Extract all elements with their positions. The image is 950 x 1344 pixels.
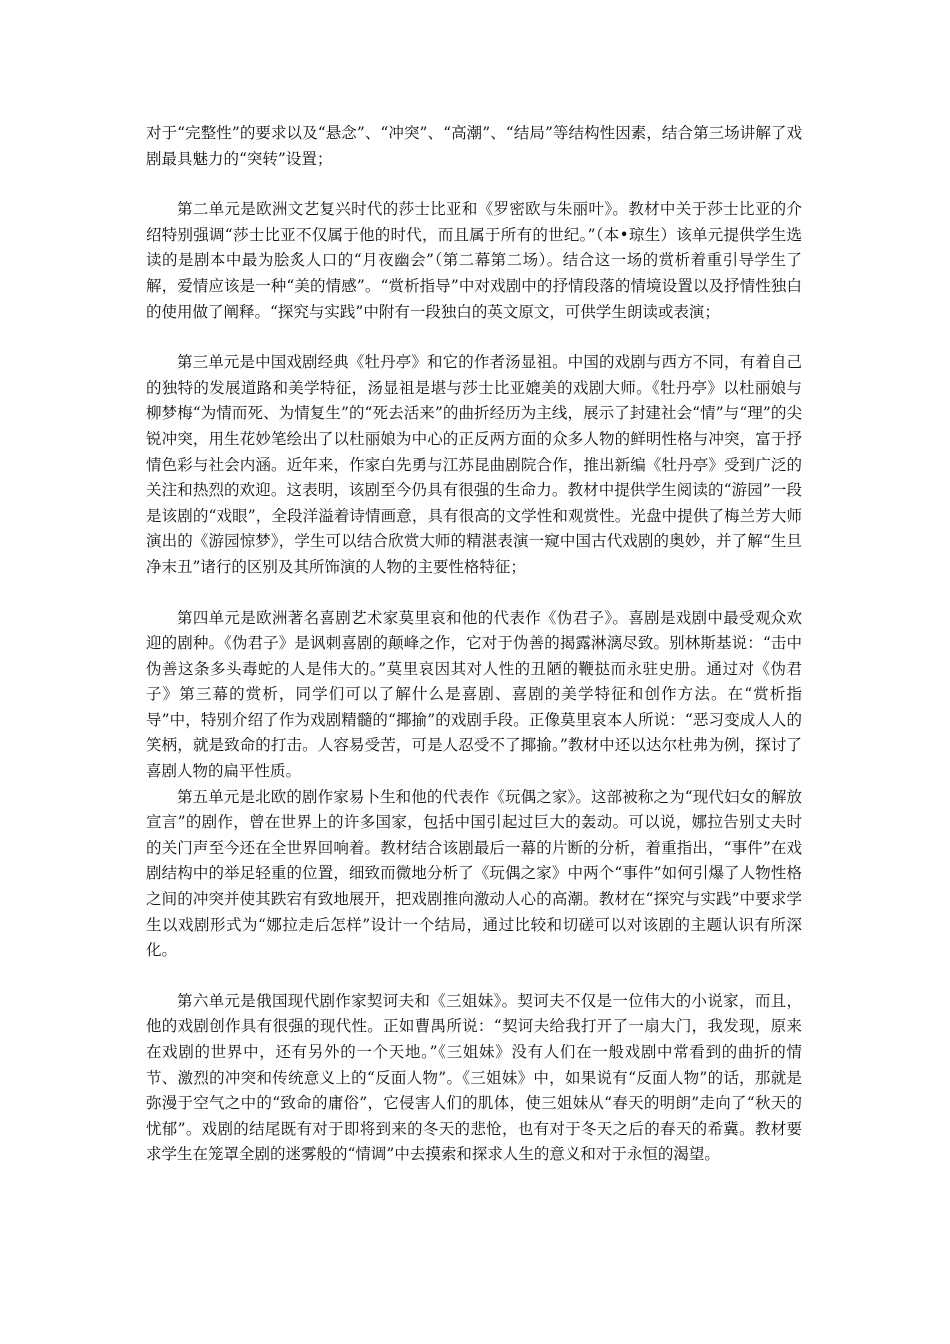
- paragraph-continuation: 对于“完整性”的要求以及“悬念”、“冲突”、“高潮”、“结局”等结构性因素，结合第三场讲解了戏剧最具魅力的“突转”设置；: [146, 124, 802, 168]
- paragraph-unit-3: 第三单元是中国戏剧经典《牡丹亭》和它的作者汤显祖。中国的戏剧与西方不同，有着自己的独特的发展道路和美学特征，汤显祖是堪与莎士比亚媲美的戏剧大师。《牡丹亭》以杜丽娘与柳梦梅“为情而死、为情复生”的“死去活来”的曲折经历为主线，展示了封建社会“情”与“理”的尖锐冲突，用生花妙笔绘出了以杜丽娘为中心的正反两方面的众多人物的鲜明性格与冲突，富于抒情色彩与社会内涵。近年来，作家白先勇与江苏昆曲剧院合作，推出新编《牡丹亭》受到广泛的关注和热烈的欢迎。这表明，该剧至今仍具有很强的生命力。教材中提供学生阅读的“游园”一段是该剧的“戏眼”，全段洋溢着诗情画意，具有很高的文学性和观赏性。光盘中提供了梅兰芳大师演出的《游园惊梦》，学生可以结合欣赏大师的精湛表演一窥中国古代戏剧的奥妙，并了解“生旦净末丑”诸行的区别及其所饰演的人物的主要性格特征；: [146, 353, 802, 576]
- paragraph-unit-5: 第五单元是北欧的剧作家易卜生和他的代表作《玩偶之家》。这部被称之为“现代妇女的解放宣言”的剧作，曾在世界上的许多国家，包括中国引起过巨大的轰动。可以说，娜拉告别丈夫时的关门声至今还在全世界回响着。教材结合该剧最后一幕的片断的分析，着重指出，“事件”在戏剧结构中的举足轻重的位置，细致而微地分析了《玩偶之家》中两个“事件”如何引爆了人物性格之间的冲突并使其跌宕有致地展开，把戏剧推向激动人心的高潮。教材在“探究与实践”中要求学生以戏剧形式为“娜拉走后怎样”设计一个结局，通过比较和切磋可以对该剧的主题认识有所深化。: [146, 787, 802, 960]
- paragraph-unit-6: 第六单元是俄国现代剧作家契诃夫和《三姐妹》。契诃夫不仅是一位伟大的小说家，而且，他的戏剧创作具有很强的现代性。正如曹禺所说：“契诃夫给我打开了一扇大门，我发现，原来在戏剧的世界中，还有另外的一个天地。”《三姐妹》没有人们在一般戏剧中常看到的曲折的情节、激烈的冲突和传统意义上的“反面人物”。《三姐妹》中，如果说有“反面人物”的话，那就是弥漫于空气之中的“致命的庸俗”，它侵害人们的肌体，使三姐妹从“春天的明朗”走向了“秋天的忧郁”。戏剧的结尾既有对于即将到来的冬天的悲怆，也有对于冬天之后的春天的希冀。教材要求学生在笼罩全剧的迷雾般的“情调”中去摸索和探求人生的意义和对于永恒的渴望。: [146, 991, 802, 1164]
- document-page: [146, 121, 802, 1168]
- paragraph-unit-4: 第四单元是欧洲著名喜剧艺术家莫里哀和他的代表作《伪君子》。喜剧是戏剧中最受观众欢迎的剧种。《伪君子》是讽刺喜剧的颠峰之作，它对于伪善的揭露淋漓尽致。别林斯基说：“击中伪善这条多头毒蛇的人是伟大的。”莫里哀因其对人性的丑陋的鞭挞而永驻史册。通过对《伪君子》第三幕的赏析，同学们可以了解什么是喜剧、喜剧的美学特征和创作方法。在“赏析指导”中，特别介绍了作为戏剧精髓的“揶揄”的戏剧手段。正像莫里哀本人所说：“恶习变成人人的笑柄，就是致命的打击。人容易受苦，可是人忍受不了揶揄。”教材中还以达尔杜弗为例，探讨了喜剧人物的扁平性质。: [146, 608, 802, 781]
- paragraph-unit-2: 第二单元是欧洲文艺复兴时代的莎士比亚和《罗密欧与朱丽叶》。教材中关于莎士比亚的介绍特别强调“莎士比亚不仅属于他的时代，而且属于所有的世纪。”（本•琼生）该单元提供学生选读的是剧本中最为脍炙人口的“月夜幽会”（第二幕第二场）。结合这一场的赏析着重引导学生了解，爱情应该是一种“美的情感”。“赏析指导”中对戏剧中的抒情段落的情境设置以及抒情性独白的使用做了阐释。“探究与实践”中附有一段独白的英文原文，可供学生朗读或表演；: [146, 200, 802, 321]
